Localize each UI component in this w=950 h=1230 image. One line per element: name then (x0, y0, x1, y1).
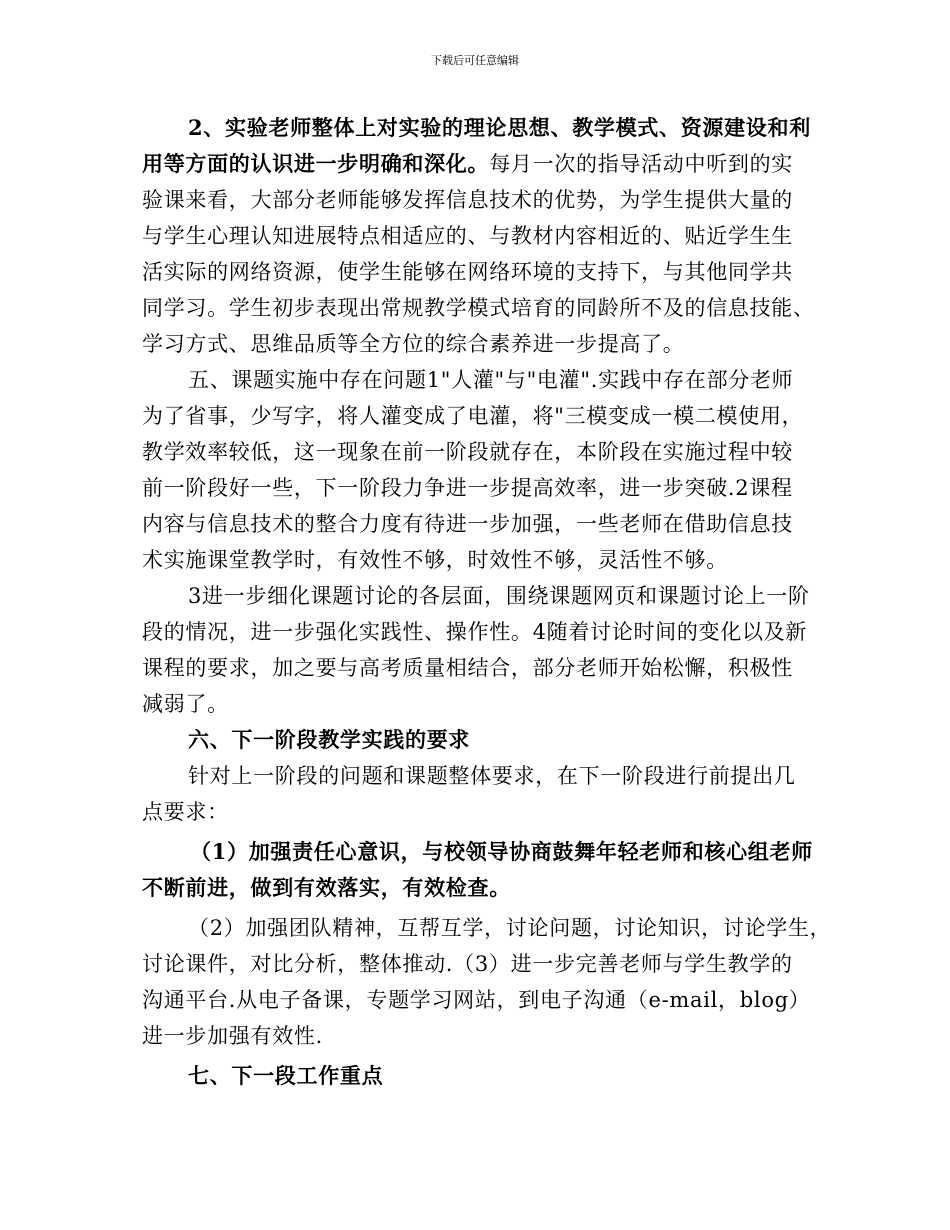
text-line (0, 182, 950, 218)
text-line (0, 326, 950, 362)
text-line (0, 146, 950, 182)
text-line (0, 794, 950, 830)
bold-text-segment: 七、下一段工作重点 (188, 1063, 384, 1088)
text-segment: 进一步加强有效性. (142, 1024, 323, 1048)
bold-text-segment: 用等方面的认识进一步明确和深化。 (142, 151, 490, 176)
page-header: 下载后可任意编辑 (431, 54, 519, 67)
text-segment: 针对上一阶段的问题和课题整体要求，在下一阶段进行前提出几 (188, 764, 796, 788)
paragraph (0, 1058, 950, 1094)
text-segment: （2）加强团队精神，互帮互学，讨论问题，讨论知识，讨论学生， (188, 916, 832, 940)
text-line (0, 910, 950, 946)
text-line (0, 1018, 950, 1054)
text-segment: 同学习。学生初步表现出常规教学模式培育的同龄所不及的信息技能、 (142, 296, 815, 320)
text-line (0, 398, 950, 434)
text-segment: 减弱了。 (142, 692, 229, 716)
text-segment: 段的情况，进一步强化实践性、操作性。4随着讨论时间的变化以及新 (142, 620, 808, 644)
text-line (0, 254, 950, 290)
paragraph (0, 110, 950, 362)
text-line (0, 110, 950, 146)
bold-text-segment: 2、实验老师整体上对实验的理论思想、教学模式、资源建设和利 (188, 115, 811, 140)
text-line (0, 758, 950, 794)
text-line (0, 834, 950, 870)
text-segment: 课程的要求，加之要与高考质量相结合，部分老师开始松懈，积极性 (142, 656, 793, 680)
text-line (0, 470, 950, 506)
text-segment: 与学生心理认知进展特点相适应的、与教材内容相近的、贴近学生生 (142, 224, 793, 248)
text-segment: 教学效率较低，这一现象在前一阶段就存在，本阶段在实施过程中较 (142, 440, 793, 464)
paragraph (0, 834, 950, 906)
text-segment: 讨论课件，对比分析，整体推动.（3）进一步完善老师与学生教学的 (142, 952, 793, 976)
text-segment: 点要求： (142, 800, 229, 824)
paragraph (0, 362, 950, 578)
text-segment: 为了省事，少写字，将人灌变成了电灌，将"三模变成一模二模使用， (142, 404, 804, 428)
text-line (0, 722, 950, 758)
text-line (0, 650, 950, 686)
text-line (0, 578, 950, 614)
text-segment: 每月一次的指导活动中听到的实 (489, 152, 794, 176)
paragraph (0, 910, 950, 1054)
text-segment: 术实施课堂教学时，有效性不够，时效性不够，灵活性不够。 (142, 548, 728, 572)
text-segment: 3进一步细化课题讨论的各层面，围绕课题网页和课题讨论上一阶 (188, 584, 810, 608)
bold-text-segment: 不断前进，做到有效落实，有效检查。 (142, 875, 511, 900)
text-line (0, 686, 950, 722)
text-segment: 沟通平台.从电子备课，专题学习网站，到电子沟通（e-mail，blog） (142, 988, 811, 1012)
text-line (0, 982, 950, 1018)
text-segment: 学习方式、思维品质等全方位的综合素养进一步提高了。 (142, 332, 685, 356)
text-line (0, 218, 950, 254)
text-segment: 内容与信息技术的整合力度有待进一步加强，一些老师在借助信息技 (142, 512, 793, 536)
text-line (0, 946, 950, 982)
text-segment: 前一阶段好一些，下一阶段力争进一步提高效率，进一步突破.2课程 (142, 476, 793, 500)
text-line (0, 1058, 950, 1094)
text-line (0, 290, 950, 326)
text-line (0, 870, 950, 906)
text-segment: 验课来看，大部分老师能够发挥信息技术的优势，为学生提供大量的 (142, 188, 793, 212)
text-line (0, 434, 950, 470)
document-body (0, 110, 950, 1094)
bold-text-segment: （1）加强责任心意识，与校领导协商鼓舞年轻老师和核心组老师 (190, 839, 813, 864)
bold-text-segment: 六、下一阶段教学实践的要求 (188, 727, 471, 752)
text-line (0, 362, 950, 398)
paragraph (0, 722, 950, 758)
paragraph (0, 578, 950, 722)
text-segment: 五、课题实施中存在问题1"人灌"与"电灌".实践中存在部分老师 (188, 368, 794, 392)
text-line (0, 506, 950, 542)
text-segment: 活实际的网络资源，使学生能够在网络环境的支持下，与其他同学共 (142, 260, 793, 284)
text-line (0, 542, 950, 578)
text-line (0, 614, 950, 650)
paragraph (0, 758, 950, 830)
